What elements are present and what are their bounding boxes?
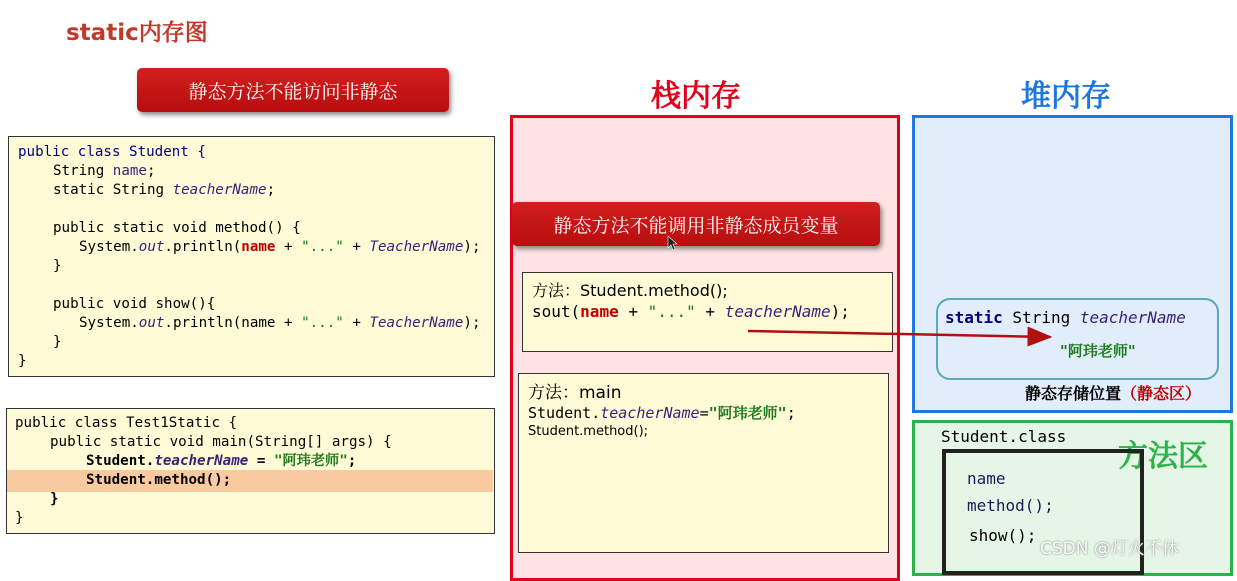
code-text: teacherName [1079,308,1186,327]
code-text: Student. [528,404,601,422]
code-text: ; [786,404,796,422]
field-name: name [112,163,147,179]
heap-memory-heading: 堆内存 [1021,79,1111,114]
frame-title: 方法：Student.method(); [532,281,728,300]
code-text: teacherName [154,453,249,469]
class-file-label: Student.class [941,427,1067,446]
code-text: ; [266,182,276,198]
code-text: TeacherName [369,239,464,255]
code-string: "..." [301,239,344,255]
code-string: "..." [301,315,344,331]
code-text: String [1002,308,1080,327]
code-text: ; [146,163,156,179]
arrow-line [748,331,1050,337]
code-text: static String [53,182,173,198]
highlight-name: name [580,302,619,321]
page-title: static内存图 [66,20,208,46]
code-text: } [15,510,24,526]
code-text: + [343,315,370,331]
banner-text: 静态方法不能访问非静态 [188,80,398,103]
code-text: sout( [532,302,581,321]
code-text: public static void main(String[] args) { [50,434,392,450]
field-teachername: teacherName [172,182,267,198]
stack-memory-heading: 栈内存 [651,79,741,114]
frame-title: 方法：main [528,383,622,403]
code-text: } [18,353,27,369]
code-text: } [50,491,59,507]
highlight-name: name [241,239,276,255]
code-text: Student.method(); [86,472,232,488]
member-name: name [967,469,1006,488]
frame-call-line: Student.method(); [528,424,649,439]
code-text: String [53,163,113,179]
code-text: public static void method() { [53,220,301,236]
method-area-heading: 方法区 [1118,439,1208,474]
code-text: .println( [164,239,242,255]
code-string: "阿玮老师" [708,404,787,422]
code-text: + [618,302,648,321]
code-text: public class Student { [18,144,206,160]
code-text: ); [830,302,850,321]
code-text: TeacherName [369,315,464,331]
code-text: System. [79,315,139,331]
code-text: ); [463,315,481,331]
code-text: + [343,239,370,255]
code-text: + [695,302,725,321]
code-text: out [138,239,165,255]
code-text: .println(name + [164,315,302,331]
mouse-cursor-icon [668,236,677,250]
code-text: out [138,315,165,331]
static-field-value: "阿玮老师" [1060,342,1136,360]
code-text: } [53,258,62,274]
code-text: + [275,239,302,255]
code-text: public void show(){ [53,296,216,312]
code-text: Student. [86,453,155,469]
member-method: method(); [967,496,1054,515]
watermark: CSDN @灯火不休 [1040,539,1179,559]
code-string: "..." [647,302,696,321]
code-text: teacherName [600,404,700,422]
code-text: = [248,453,274,469]
code-text: System. [79,239,139,255]
code-text: = [699,404,709,422]
code-text: public class Test1Static { [15,415,238,431]
code-text: ); [463,239,481,255]
banner-text: 静态方法不能调用非静态成员变量 [553,214,839,237]
member-show: show(); [969,526,1037,545]
code-keyword: static [945,308,1003,327]
code-text: } [53,334,62,350]
code-text: teacherName [724,302,831,321]
caption-static-zone: （静态区） [1121,384,1202,403]
code-text: ; [347,453,357,469]
code-string: "阿玮老师" [273,453,348,469]
caption-text: 静态存储位置 [1025,384,1122,403]
